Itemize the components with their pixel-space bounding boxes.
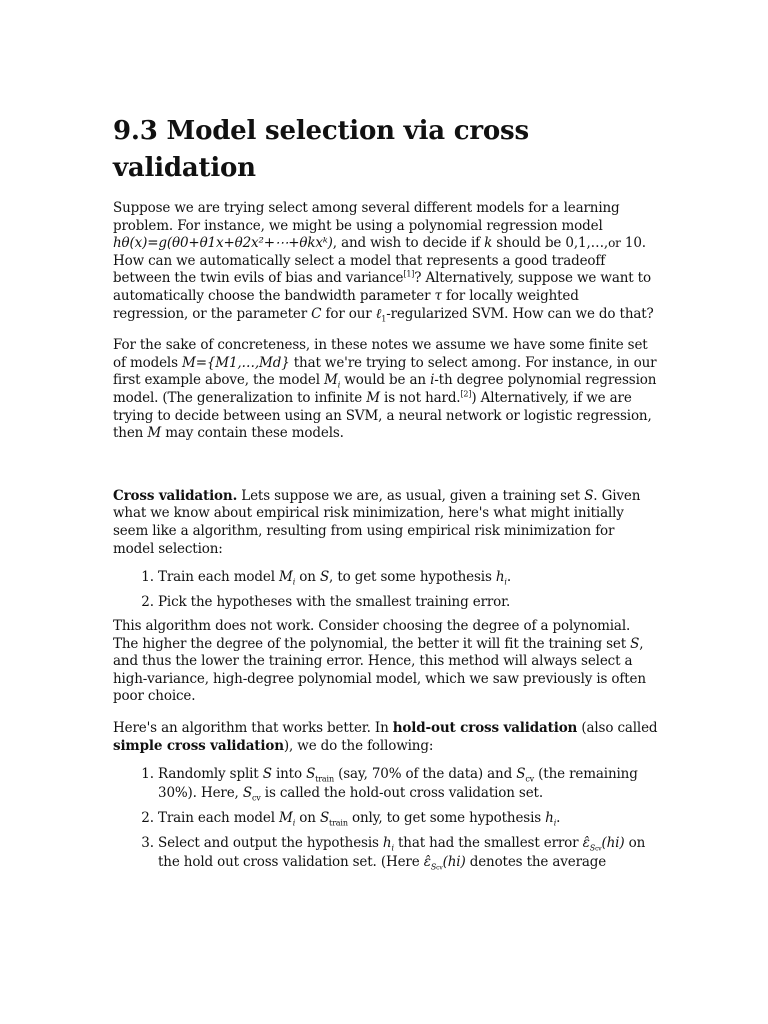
- paragraph-intro: Suppose we are trying select among several different models for a learning problem. For instance, we might be using a polynomial regression model hθ(x)=g(θ0+θ1x+θ2x²+⋯+θkxᵏ), and wish to decide if k should be 0,1,…,or 10. How can we automatically select a model that represents a good tradeoff between the twin evils of bias and variance[1]? Alternatively, suppose we want to automatically choose the bandwidth parameter τ for locally weighted regression, or the parameter C for our ℓ$_1$-regularized SVM. How can we do that?: [113, 200, 654, 324]
- cross-validation-heading: Cross validation.: [113, 487, 238, 504]
- naive-algorithm-list: [113, 568, 658, 612]
- list-item: 3. Select and output the hypothesis $h_i$ that had the smallest error $\varepsilon̂_{Scv}(hi)$ on the hold out cross validation set. (Here $\varepsilon̂_{Scv}(hi)$ denotes the average: [158, 834, 658, 872]
- footnote-link-2[interactable]: [2]: [460, 389, 472, 399]
- section-spacer: [113, 457, 658, 488]
- list-item: 2. Pick the hypotheses with the smallest training error.: [158, 593, 658, 612]
- model-formula: hθ(x)=g(θ0+θ1x+θ2x²+⋯+θkxᵏ): [113, 235, 333, 252]
- footnote-link-1[interactable]: [1]: [403, 269, 415, 279]
- document-page: [113, 113, 658, 878]
- section-title: 9.3 Model selection via cross validation: [113, 116, 529, 183]
- list-item: 1. Randomly split S into $S_{train}$ (say, 70% of the data) and $S_{cv}$ (the remaining 30%). Here, $S_{cv}$ is called the hold-out cross validation set.: [158, 765, 658, 803]
- paragraph-model-set: For the sake of concreteness, in these notes we assume we have some finite set of models M={M1,…,Md} that we're trying to select among. For instance, in our first example above, the model $M_i$ would be an i-th degree polynomial regression model. (The generalization to infinite M is not hard.[2]) Alternatively, if we are trying to decide between using an SVM, a neural network or logistic regression, then M may contain these models.: [113, 337, 657, 442]
- list-item: 1. Train each model $M_i$ on S, to get some hypothesis $h_i$.: [158, 568, 658, 587]
- paragraph-hold-out: Here's an algorithm that works better. In hold-out cross validation (also called simple cross validation), we do the following:: [113, 720, 658, 754]
- paragraph-algorithm-fails: This algorithm does not work. Consider choosing the degree of a polynomial. The higher the degree of the polynomial, the better it will fit the training set S, and thus the lower the training error. Hence, this method will always select a high-variance, high-degree polynomial model, which we saw previously is often poor choice.: [113, 618, 646, 705]
- hold-out-algorithm-list: [113, 765, 658, 872]
- list-item: 2. Train each model $M_i$ on $S_{train}$ only, to get some hypothesis $h_i$.: [158, 809, 658, 828]
- paragraph-cross-validation: Cross validation. Lets suppose we are, as usual, given a training set S. Given what we know about empirical risk minimization, here's what might initially seem like a algorithm, resulting from using empirical risk minimization for model selection:: [113, 487, 641, 557]
- model-set-formula: M={M1,…,Md}: [182, 354, 290, 371]
